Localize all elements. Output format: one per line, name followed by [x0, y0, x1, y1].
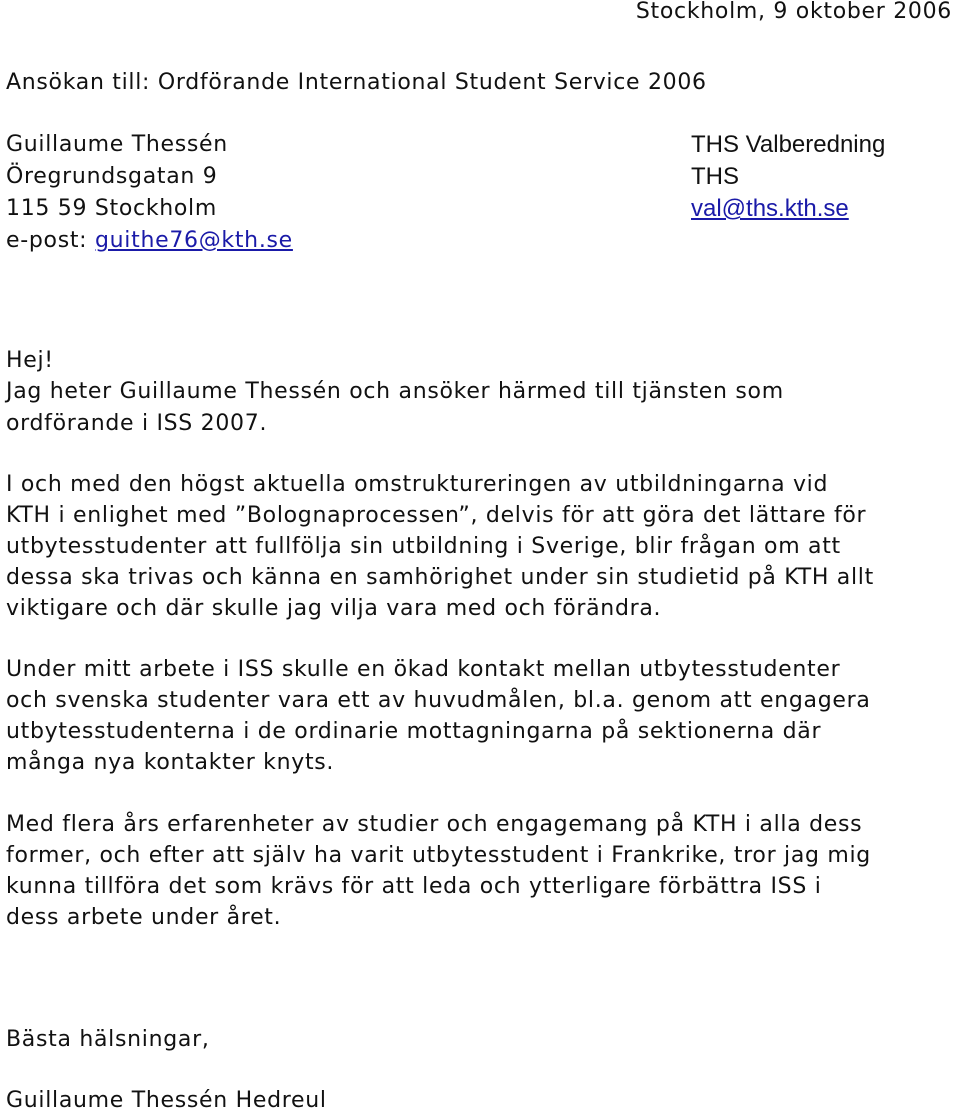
- sender-name: Guillaume Thessén: [6, 132, 228, 157]
- intro-line: Jag heter Guillaume Thessén och ansöker härmed till tjänsten som: [6, 379, 784, 404]
- paragraph-line: I och med den högst aktuella omstruktureringen av utbildningarna vid: [6, 472, 829, 497]
- greeting: Hej!: [6, 348, 54, 373]
- letter-subject: Ansökan till: Ordförande International Student Service 2006: [6, 70, 707, 95]
- recipient-email-link[interactable]: val@ths.kth.se: [691, 195, 849, 222]
- paragraph-line: Under mitt arbete i ISS skulle en ökad kontakt mellan utbytesstudenter: [6, 657, 841, 682]
- paragraph-line: och svenska studenter vara ett av huvudmålen, bl.a. genom att engagera: [6, 688, 871, 713]
- paragraph-line: utbytesstudenter att fullfölja sin utbildning i Sverige, blir frågan om att: [6, 534, 841, 559]
- recipient-name: THS Valberedning: [691, 131, 886, 158]
- signature-name: Guillaume Thessén Hedreul: [6, 1088, 327, 1113]
- paragraph-line: KTH i enlighet med ”Bolognaprocessen”, delvis för att göra det lättare för: [6, 503, 867, 528]
- paragraph-line: dess arbete under året.: [6, 905, 282, 930]
- intro-line: ordförande i ISS 2007.: [6, 411, 268, 436]
- paragraph-line: viktigare och där skulle jag vilja vara med och förändra.: [6, 596, 662, 621]
- sender-street: Öregrundsgatan 9: [6, 164, 218, 189]
- paragraph-line: dessa ska trivas och känna en samhörighet under sin studietid på KTH allt: [6, 565, 874, 590]
- paragraph-line: många nya kontakter knyts.: [6, 750, 335, 775]
- recipient-org: THS: [691, 163, 739, 190]
- sender-email-link[interactable]: guithe76@kth.se: [95, 228, 293, 253]
- sender-email-line: [6, 226, 293, 256]
- paragraph-line: utbytesstudenterna i de ordinarie mottagningarna på sektionerna där: [6, 719, 822, 744]
- letter-date: Stockholm, 9 oktober 2006: [635, 0, 952, 24]
- sender-email-label: e-post:: [6, 228, 95, 253]
- paragraph-line: Med flera års erfarenheter av studier och engagemang på KTH i alla dess: [6, 812, 863, 837]
- recipient-email-line: [691, 194, 849, 224]
- sender-city: 115 59 Stockholm: [6, 196, 218, 221]
- paragraph-line: former, och efter att själv ha varit utbytesstudent i Frankrike, tror jag mig: [6, 843, 871, 868]
- closing-salutation: Bästa hälsningar,: [6, 1027, 210, 1052]
- paragraph-line: kunna tillföra det som krävs för att leda och ytterligare förbättra ISS i: [6, 874, 822, 899]
